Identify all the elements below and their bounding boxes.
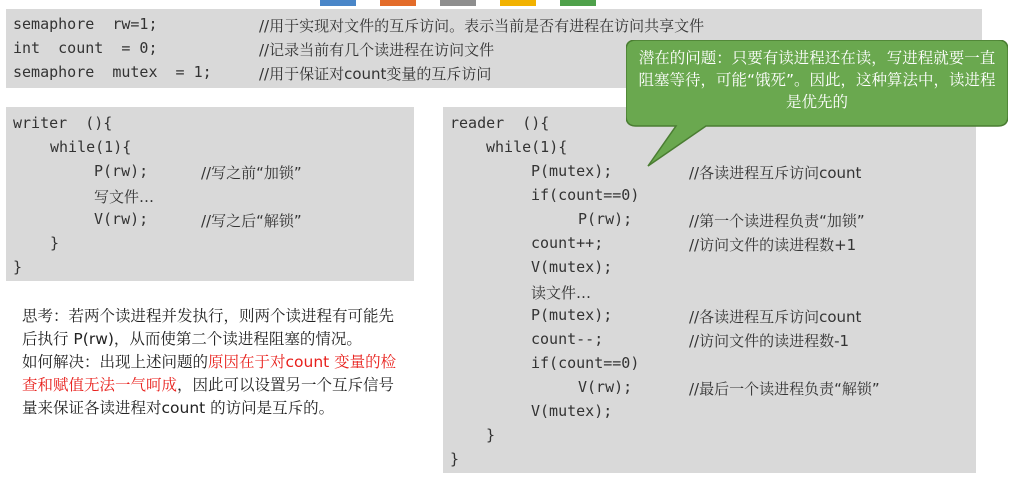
solution-text: 如何解决：出现上述问题的 <box>22 353 209 371</box>
code-line: while(1){ <box>50 138 132 156</box>
code-line: writer (){ <box>13 114 113 132</box>
globals-line: int count = 0; <box>13 39 158 57</box>
globals-comment: //用于实现对文件的互斥访问。表示当前是否有进程在访问共享文件 <box>259 17 705 35</box>
code-line: P(rw); <box>94 162 149 180</box>
code-line: } <box>13 258 23 276</box>
code-line: V(rw); <box>94 210 149 228</box>
code-comment: //各读进程互斥访问count <box>689 164 862 182</box>
code-line: P(mutex); <box>531 306 613 324</box>
code-comment: //写之前“加锁” <box>201 164 302 182</box>
code-line: count++; <box>531 234 604 252</box>
top-bar-segment <box>560 0 596 6</box>
code-comment: //各读进程互斥访问count <box>689 308 862 326</box>
code-line: P(mutex); <box>531 162 613 180</box>
code-line: reader (){ <box>450 114 550 132</box>
top-bar-segment <box>440 0 476 6</box>
callout-text: 潜在的问题：只要有读进程还在读，写进程就要一直阻塞等待，可能“饿死”。因此，这种算法中，读进程是优先的 <box>638 49 996 111</box>
solution-text: ，因此可以设置另一个互斥信号量来保证各读进程对count 的访问是互斥的。 <box>22 376 395 417</box>
top-bar-segment <box>320 0 356 6</box>
code-comment: //最后一个读进程负责“解锁” <box>689 380 880 398</box>
solution-paragraph <box>22 351 407 420</box>
globals-line: semaphore rw=1; <box>13 15 158 33</box>
code-line: V(rw); <box>578 378 633 396</box>
code-line: } <box>50 234 60 252</box>
code-line: V(mutex); <box>531 258 613 276</box>
code-comment: //第一个读进程负责“加锁” <box>689 212 865 230</box>
code-line: count--; <box>531 330 604 348</box>
top-bar-segment <box>380 0 416 6</box>
thinking-note <box>22 305 407 420</box>
top-color-bar <box>0 0 1014 6</box>
thinking-paragraph: 思考：若两个读进程并发执行，则两个读进程有可能先后执行 P(rw)，从而使第二个读进程阻塞的情况。 <box>22 307 395 348</box>
globals-comment: //记录当前有几个读进程在访问文件 <box>259 41 495 59</box>
top-bar-segment <box>500 0 536 6</box>
code-line: } <box>450 450 460 468</box>
code-comment: //写之后“解锁” <box>201 212 302 230</box>
globals-line: semaphore mutex = 1; <box>13 63 212 81</box>
code-comment: //访问文件的读进程数-1 <box>689 332 850 350</box>
highlighted-cause: 原因在于对count 变量的检查和赋值无法一气呵成 <box>22 353 397 394</box>
code-line: if(count==0) <box>531 354 640 372</box>
writer-code-box <box>6 107 414 281</box>
code-line: V(mutex); <box>531 402 613 420</box>
code-line: } <box>486 426 496 444</box>
code-line: 读文件… <box>531 284 592 302</box>
code-line: if(count==0) <box>531 186 640 204</box>
globals-comment: //用于保证对count变量的互斥访问 <box>259 65 492 83</box>
code-line: 写文件… <box>94 188 155 206</box>
code-comment: //访问文件的读进程数+1 <box>689 236 857 254</box>
code-line: while(1){ <box>486 138 568 156</box>
code-line: P(rw); <box>578 210 633 228</box>
